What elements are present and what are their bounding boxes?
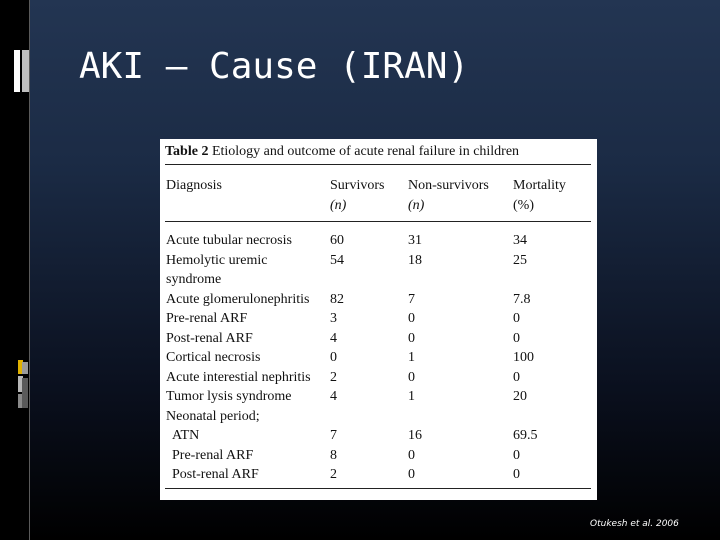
table-row (160, 387, 597, 407)
table-row (160, 309, 597, 329)
diagnosis-cell: Cortical necrosis (166, 350, 261, 365)
accent-bar (14, 50, 20, 92)
mortality-cell: 0 (513, 447, 520, 463)
mortality-cell: 0 (513, 467, 520, 482)
non-survivors-cell: 7 (408, 291, 415, 307)
table-rule (165, 164, 591, 165)
table-rule (165, 221, 591, 222)
table-row (160, 290, 597, 310)
diagnosis-cell: Acute glomerulonephritis (166, 291, 310, 307)
non-survivors-cell: 1 (408, 389, 415, 404)
survivors-cell: 2 (330, 369, 337, 385)
table-row (160, 348, 597, 368)
accent-bar (22, 378, 28, 408)
mortality-cell: 0 (513, 330, 520, 346)
table-row (160, 407, 597, 427)
diagnosis-cell: Tumor lysis syndrome (166, 389, 292, 404)
slide-title: AKI – Cause (IRAN) (79, 46, 470, 87)
table-row (160, 465, 597, 485)
accent-bar (22, 50, 29, 92)
table-row (160, 251, 597, 271)
diagnosis-cell: syndrome (166, 272, 222, 287)
non-survivors-cell: 0 (408, 369, 415, 385)
survivors-cell: 4 (330, 330, 337, 346)
header-survivors: Survivors (n) (330, 178, 385, 213)
non-survivors-cell: 18 (408, 252, 422, 268)
non-survivors-cell: 31 (408, 233, 422, 248)
mortality-cell: 7.8 (513, 291, 531, 307)
header-mortality: Mortality (%) (513, 178, 566, 213)
etiology-table (160, 139, 597, 500)
mortality-cell: 20 (513, 389, 527, 404)
diagnosis-cell: Hemolytic uremic (166, 252, 268, 268)
survivors-cell: 82 (330, 291, 344, 307)
non-survivors-cell: 0 (408, 467, 415, 482)
accent-bar (22, 362, 28, 374)
diagnosis-cell: Acute tubular necrosis (166, 233, 292, 248)
survivors-cell: 2 (330, 467, 337, 482)
diagnosis-cell: Neonatal period; (166, 408, 260, 424)
diagnosis-cell: Post-renal ARF (166, 330, 253, 346)
survivors-cell: 7 (330, 428, 337, 443)
table-row (160, 368, 597, 388)
survivors-cell: 60 (330, 233, 344, 248)
table-row (160, 446, 597, 466)
table-body (160, 231, 597, 485)
survivors-cell: 4 (330, 389, 337, 404)
header-diagnosis: Diagnosis (166, 178, 222, 193)
table-rule (165, 488, 591, 489)
mortality-cell: 100 (513, 350, 534, 365)
mortality-cell: 0 (513, 369, 520, 385)
diagnosis-cell: ATN (172, 428, 200, 443)
mortality-cell: 25 (513, 252, 527, 268)
table-caption-label: Table 2 (165, 144, 209, 159)
diagnosis-cell: Pre-renal ARF (166, 311, 248, 326)
non-survivors-cell: 0 (408, 330, 415, 346)
non-survivors-cell: 0 (408, 311, 415, 326)
table-row (160, 329, 597, 349)
survivors-cell: 54 (330, 252, 344, 268)
citation: Otukesh et al. 2006 (590, 519, 679, 529)
mortality-cell: 69.5 (513, 428, 538, 443)
diagnosis-cell: Pre-renal ARF (172, 447, 254, 463)
table-caption (165, 144, 519, 160)
mortality-cell: 34 (513, 233, 527, 248)
non-survivors-cell: 0 (408, 447, 415, 463)
table-row (160, 426, 597, 446)
non-survivors-cell: 16 (408, 428, 422, 443)
diagnosis-cell: Post-renal ARF (172, 467, 259, 482)
table-row (160, 270, 597, 290)
diagnosis-cell: Acute interestial nephritis (166, 369, 311, 385)
survivors-cell: 0 (330, 350, 337, 365)
survivors-cell: 3 (330, 311, 337, 326)
header-non-survivors: Non-survivors (n) (408, 178, 489, 213)
table-caption-text: Etiology and outcome of acute renal failure in children (211, 144, 520, 159)
table-row (160, 231, 597, 251)
survivors-cell: 8 (330, 447, 337, 463)
non-survivors-cell: 1 (408, 350, 415, 365)
mortality-cell: 0 (513, 311, 520, 326)
